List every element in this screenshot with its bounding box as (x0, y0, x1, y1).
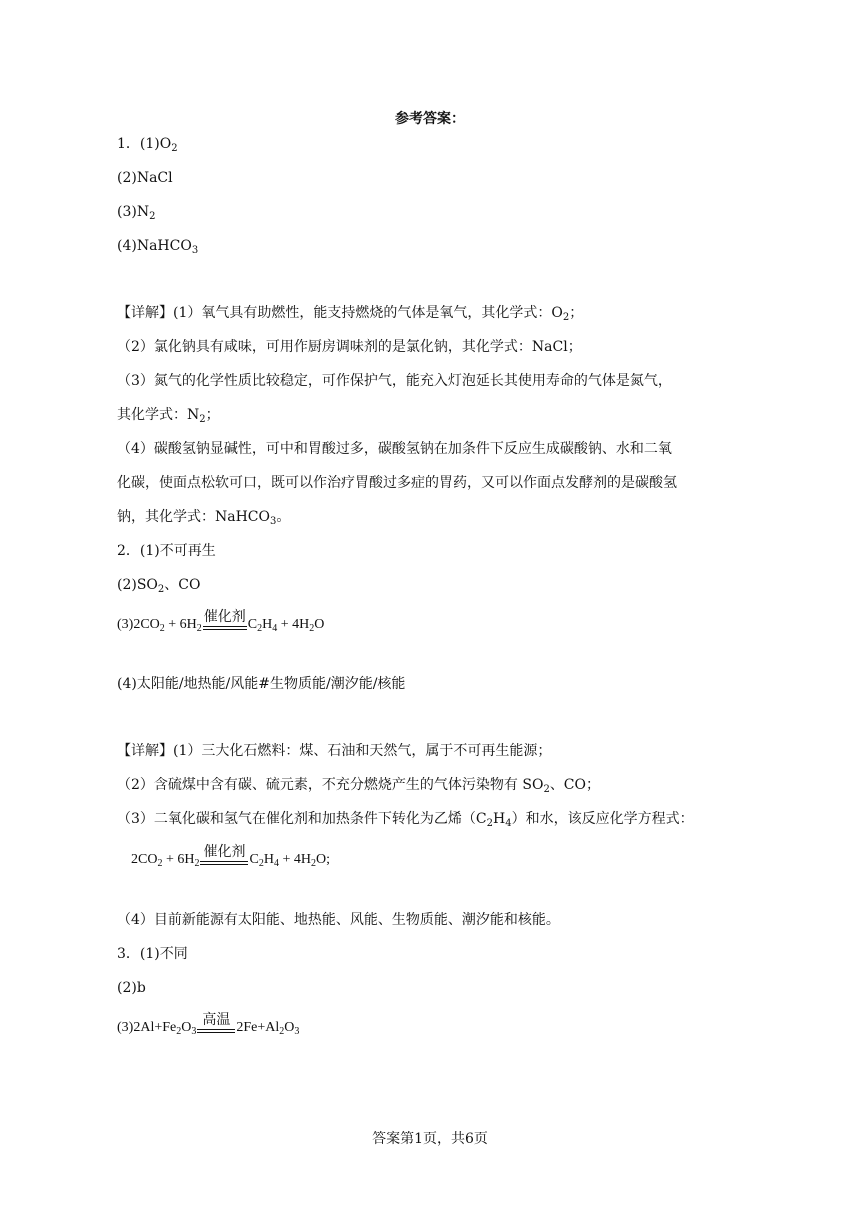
page-footer: 答案第1页，共6页 (372, 1131, 488, 1147)
q1-detail-3-cont: 其化学式：$N_2$； (117, 407, 220, 425)
q1-detail-3: （3）氮气的化学性质比较稳定，可作保护气，能充入灯泡延长其使用寿命的气体是氮气， (117, 373, 672, 389)
q2-detail-4: （4）目前新能源有太阳能、地热能、风能、生物质能、潮汐能和核能。 (117, 912, 560, 928)
reaction-condition: 高温 (197, 1013, 235, 1038)
reaction-condition: 催化剂 (200, 845, 248, 870)
q3-answer-3-equation: $(3)2Al+Fe_2O_3$ 高温 $2Fe+Al_2O_3$ (117, 1013, 300, 1037)
q1-answer-2: (2)NaCl (117, 170, 173, 186)
q2-answer-2: $(2)SO_2$、CO (117, 577, 201, 595)
q1-detail-4: （4）碳酸氢钠显碱性，可中和胃酸过多，碳酸氢钠在加条件下反应生成碳酸钠、水和二氧 (117, 441, 672, 457)
q1-detail-1: 【详解】(1）氧气具有助燃性，能支持燃烧的气体是氧气，其化学式：$O_2$； (117, 305, 584, 323)
q2-detail-3-equation: $2CO_2 + 6H_2$ 催化剂 $C_2H_4 + 4H_2O$; (131, 845, 330, 869)
q2-detail-2: （2）含硫煤中含有碳、硫元素，不充分燃烧产生的气体污染物有 $SO_2$、CO； (117, 777, 601, 795)
q2-detail-3: （3）二氧化碳和氢气在催化剂和加热条件下转化为乙烯$(C_2H_4)$和水，该反应化学方程式： (117, 811, 694, 829)
q1-detail-4-end: 钠，其化学式：NaHCO$_3$。 (117, 509, 291, 527)
q2-answer-3-equation: $(3)2CO_2 + 6H_2$ 催化剂 $C_2H_4 + 4H_2O$ (117, 610, 325, 634)
q1-answer-1: 1．$(1)O_2$ (117, 136, 178, 154)
reaction-condition: 催化剂 (203, 610, 247, 635)
q2-answer-4: (4)太阳能/地热能/风能#生物质能/潮汐能/核能 (117, 676, 406, 692)
q2-detail-1: 【详解】(1）三大化石燃料：煤、石油和天然气，属于不可再生能源； (117, 743, 552, 759)
q3-answer-2: (2)b (117, 980, 146, 996)
q1-detail-4-cont: 化碳，使面点松软可口，既可以作治疗胃酸过多症的胃药，又可以作面点发酵剂的是碳酸氢 (117, 475, 677, 491)
q1-detail-2: （2）氯化钠具有咸味，可用作厨房调味剂的是氯化钠，其化学式：NaCl； (117, 339, 582, 355)
q3-answer-1: 3．(1)不同 (117, 946, 188, 962)
q1-answer-4: (4)NaHCO$_3$ (117, 238, 199, 256)
page-title: 参考答案： (395, 111, 465, 127)
q1-answer-3: $(3)N_2$ (117, 204, 156, 222)
q2-answer-1: 2．(1)不可再生 (117, 543, 216, 559)
